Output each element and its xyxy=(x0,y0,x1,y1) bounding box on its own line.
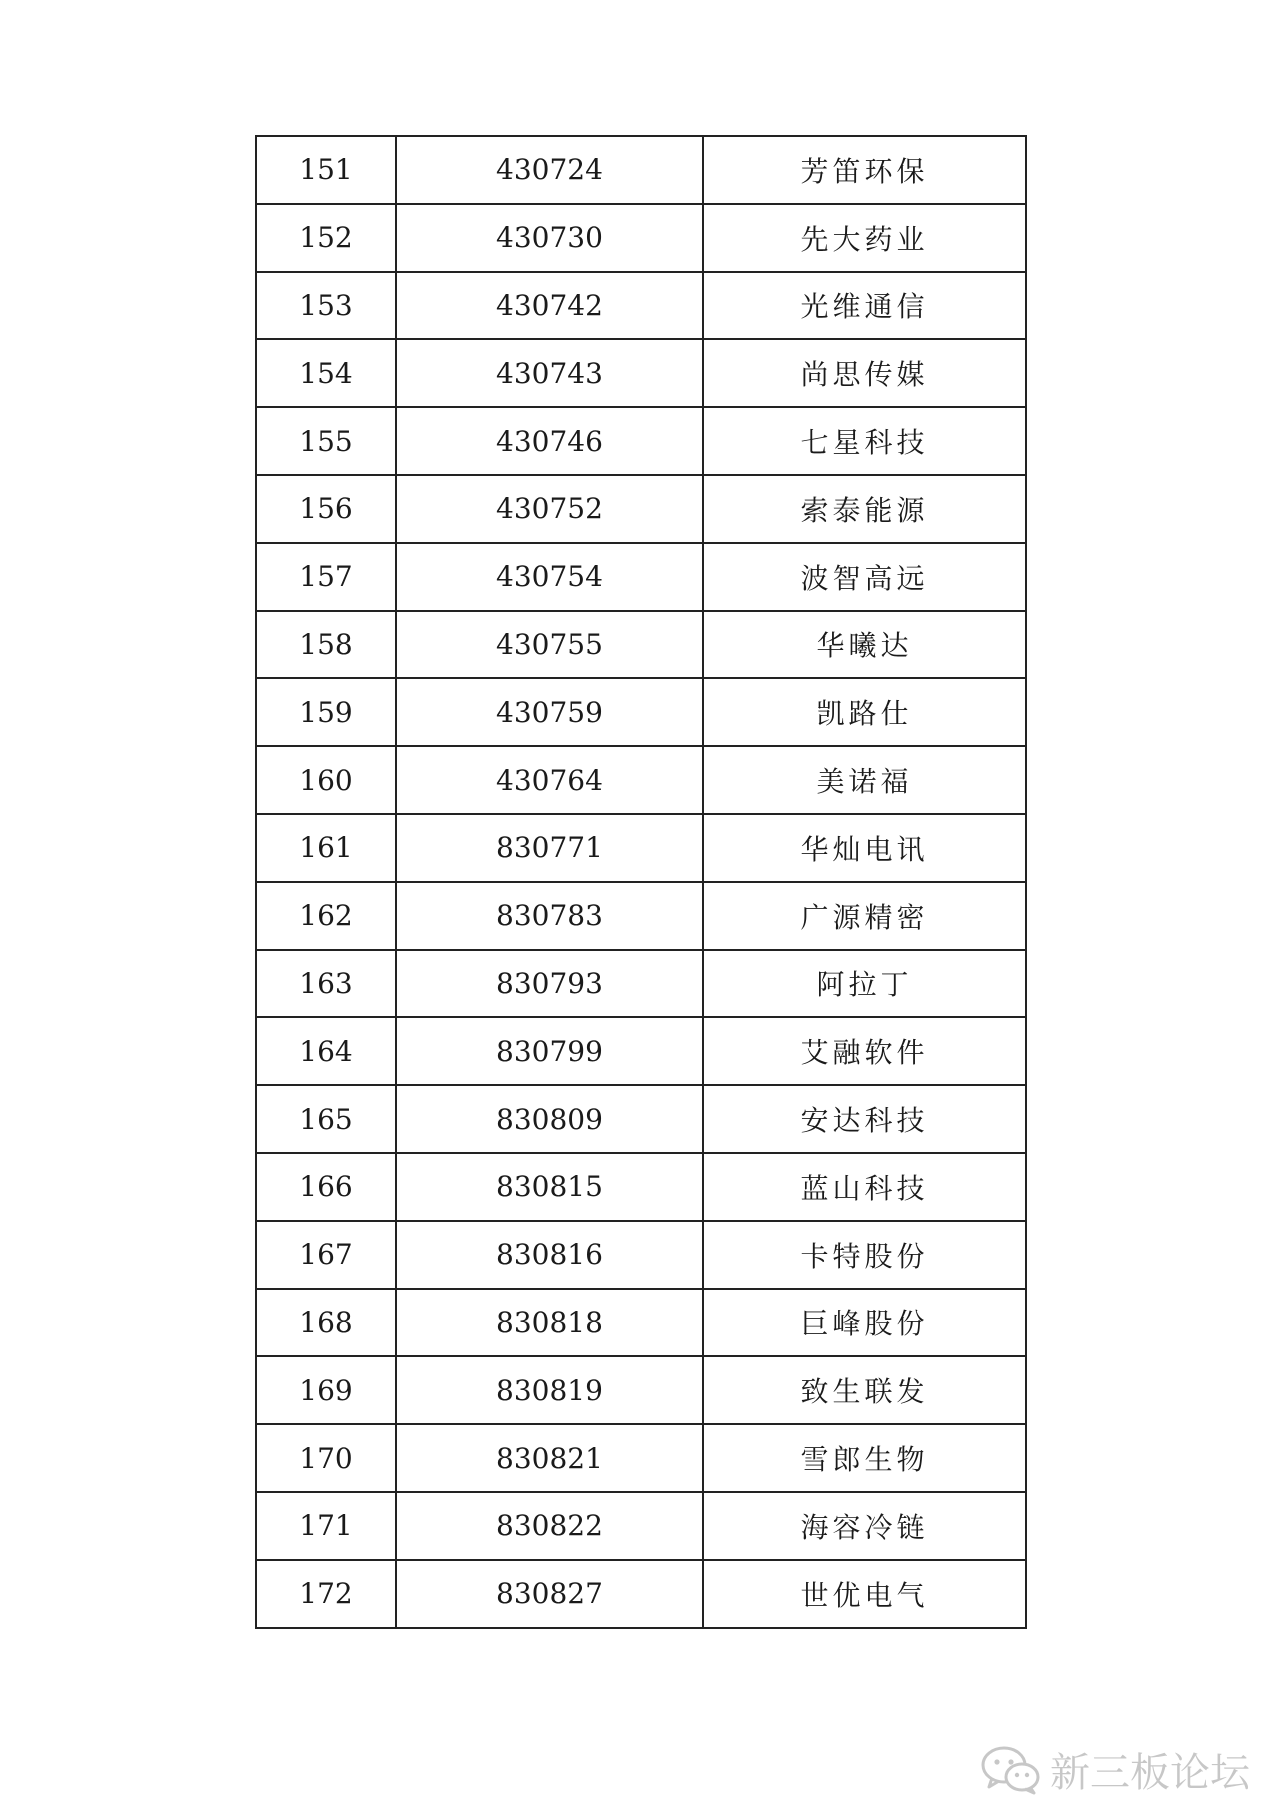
row-code: 830815 xyxy=(396,1153,703,1221)
row-seq: 172 xyxy=(256,1560,396,1628)
row-name: 海容冷链 xyxy=(703,1492,1026,1560)
row-code: 430759 xyxy=(396,678,703,746)
row-seq: 165 xyxy=(256,1085,396,1153)
row-seq: 151 xyxy=(256,136,396,204)
row-name: 尚思传媒 xyxy=(703,339,1026,407)
table-row xyxy=(256,1017,1026,1085)
row-code: 830799 xyxy=(396,1017,703,1085)
table-row xyxy=(256,272,1026,340)
row-name: 华灿电讯 xyxy=(703,814,1026,882)
row-code: 830771 xyxy=(396,814,703,882)
watermark-text: 新三板论坛 xyxy=(1050,1750,1250,1796)
table-row xyxy=(256,136,1026,204)
row-code: 830816 xyxy=(396,1221,703,1289)
table-row xyxy=(256,1153,1026,1221)
row-seq: 152 xyxy=(256,204,396,272)
table-row xyxy=(256,1560,1026,1628)
row-seq: 158 xyxy=(256,611,396,679)
row-seq: 157 xyxy=(256,543,396,611)
row-code: 830783 xyxy=(396,882,703,950)
table-row xyxy=(256,1356,1026,1424)
row-code: 830818 xyxy=(396,1289,703,1357)
row-name: 索泰能源 xyxy=(703,475,1026,543)
row-code: 430730 xyxy=(396,204,703,272)
table-row xyxy=(256,678,1026,746)
row-name: 波智高远 xyxy=(703,543,1026,611)
row-name: 安达科技 xyxy=(703,1085,1026,1153)
row-name: 阿拉丁 xyxy=(703,950,1026,1018)
row-name: 先大药业 xyxy=(703,204,1026,272)
table-row xyxy=(256,407,1026,475)
table-row xyxy=(256,339,1026,407)
row-name: 蓝山科技 xyxy=(703,1153,1026,1221)
row-code: 430755 xyxy=(396,611,703,679)
row-name: 巨峰股份 xyxy=(703,1289,1026,1357)
row-name: 光维通信 xyxy=(703,272,1026,340)
row-seq: 162 xyxy=(256,882,396,950)
row-seq: 169 xyxy=(256,1356,396,1424)
row-name: 卡特股份 xyxy=(703,1221,1026,1289)
table-row xyxy=(256,543,1026,611)
table-row xyxy=(256,1424,1026,1492)
wechat-icon xyxy=(980,1745,1042,1795)
row-code: 830822 xyxy=(396,1492,703,1560)
row-name: 美诺福 xyxy=(703,746,1026,814)
row-name: 广源精密 xyxy=(703,882,1026,950)
row-seq: 164 xyxy=(256,1017,396,1085)
row-seq: 161 xyxy=(256,814,396,882)
row-code: 430752 xyxy=(396,475,703,543)
row-seq: 160 xyxy=(256,746,396,814)
row-name: 凯路仕 xyxy=(703,678,1026,746)
company-listing-table xyxy=(255,135,1027,1629)
row-name: 雪郎生物 xyxy=(703,1424,1026,1492)
row-seq: 171 xyxy=(256,1492,396,1560)
row-name: 致生联发 xyxy=(703,1356,1026,1424)
table-row xyxy=(256,746,1026,814)
row-seq: 154 xyxy=(256,339,396,407)
row-code: 430754 xyxy=(396,543,703,611)
row-code: 830793 xyxy=(396,950,703,1018)
row-code: 430743 xyxy=(396,339,703,407)
row-code: 430724 xyxy=(396,136,703,204)
watermark xyxy=(980,1741,1250,1798)
table-row xyxy=(256,950,1026,1018)
row-name: 七星科技 xyxy=(703,407,1026,475)
row-name: 华曦达 xyxy=(703,611,1026,679)
table-row xyxy=(256,475,1026,543)
row-code: 430746 xyxy=(396,407,703,475)
row-seq: 167 xyxy=(256,1221,396,1289)
row-seq: 156 xyxy=(256,475,396,543)
table-body xyxy=(256,136,1026,1628)
row-code: 830809 xyxy=(396,1085,703,1153)
row-seq: 153 xyxy=(256,272,396,340)
table-row xyxy=(256,1492,1026,1560)
row-seq: 170 xyxy=(256,1424,396,1492)
row-code: 830827 xyxy=(396,1560,703,1628)
table-row xyxy=(256,1221,1026,1289)
table-row xyxy=(256,1085,1026,1153)
row-seq: 163 xyxy=(256,950,396,1018)
row-name: 芳笛环保 xyxy=(703,136,1026,204)
row-seq: 168 xyxy=(256,1289,396,1357)
row-code: 430764 xyxy=(396,746,703,814)
row-seq: 166 xyxy=(256,1153,396,1221)
row-code: 830819 xyxy=(396,1356,703,1424)
table-row xyxy=(256,611,1026,679)
row-name: 世优电气 xyxy=(703,1560,1026,1628)
table-row xyxy=(256,814,1026,882)
row-code: 830821 xyxy=(396,1424,703,1492)
table-row xyxy=(256,204,1026,272)
row-seq: 155 xyxy=(256,407,396,475)
table-row xyxy=(256,882,1026,950)
row-seq: 159 xyxy=(256,678,396,746)
table-row xyxy=(256,1289,1026,1357)
row-code: 430742 xyxy=(396,272,703,340)
row-name: 艾融软件 xyxy=(703,1017,1026,1085)
